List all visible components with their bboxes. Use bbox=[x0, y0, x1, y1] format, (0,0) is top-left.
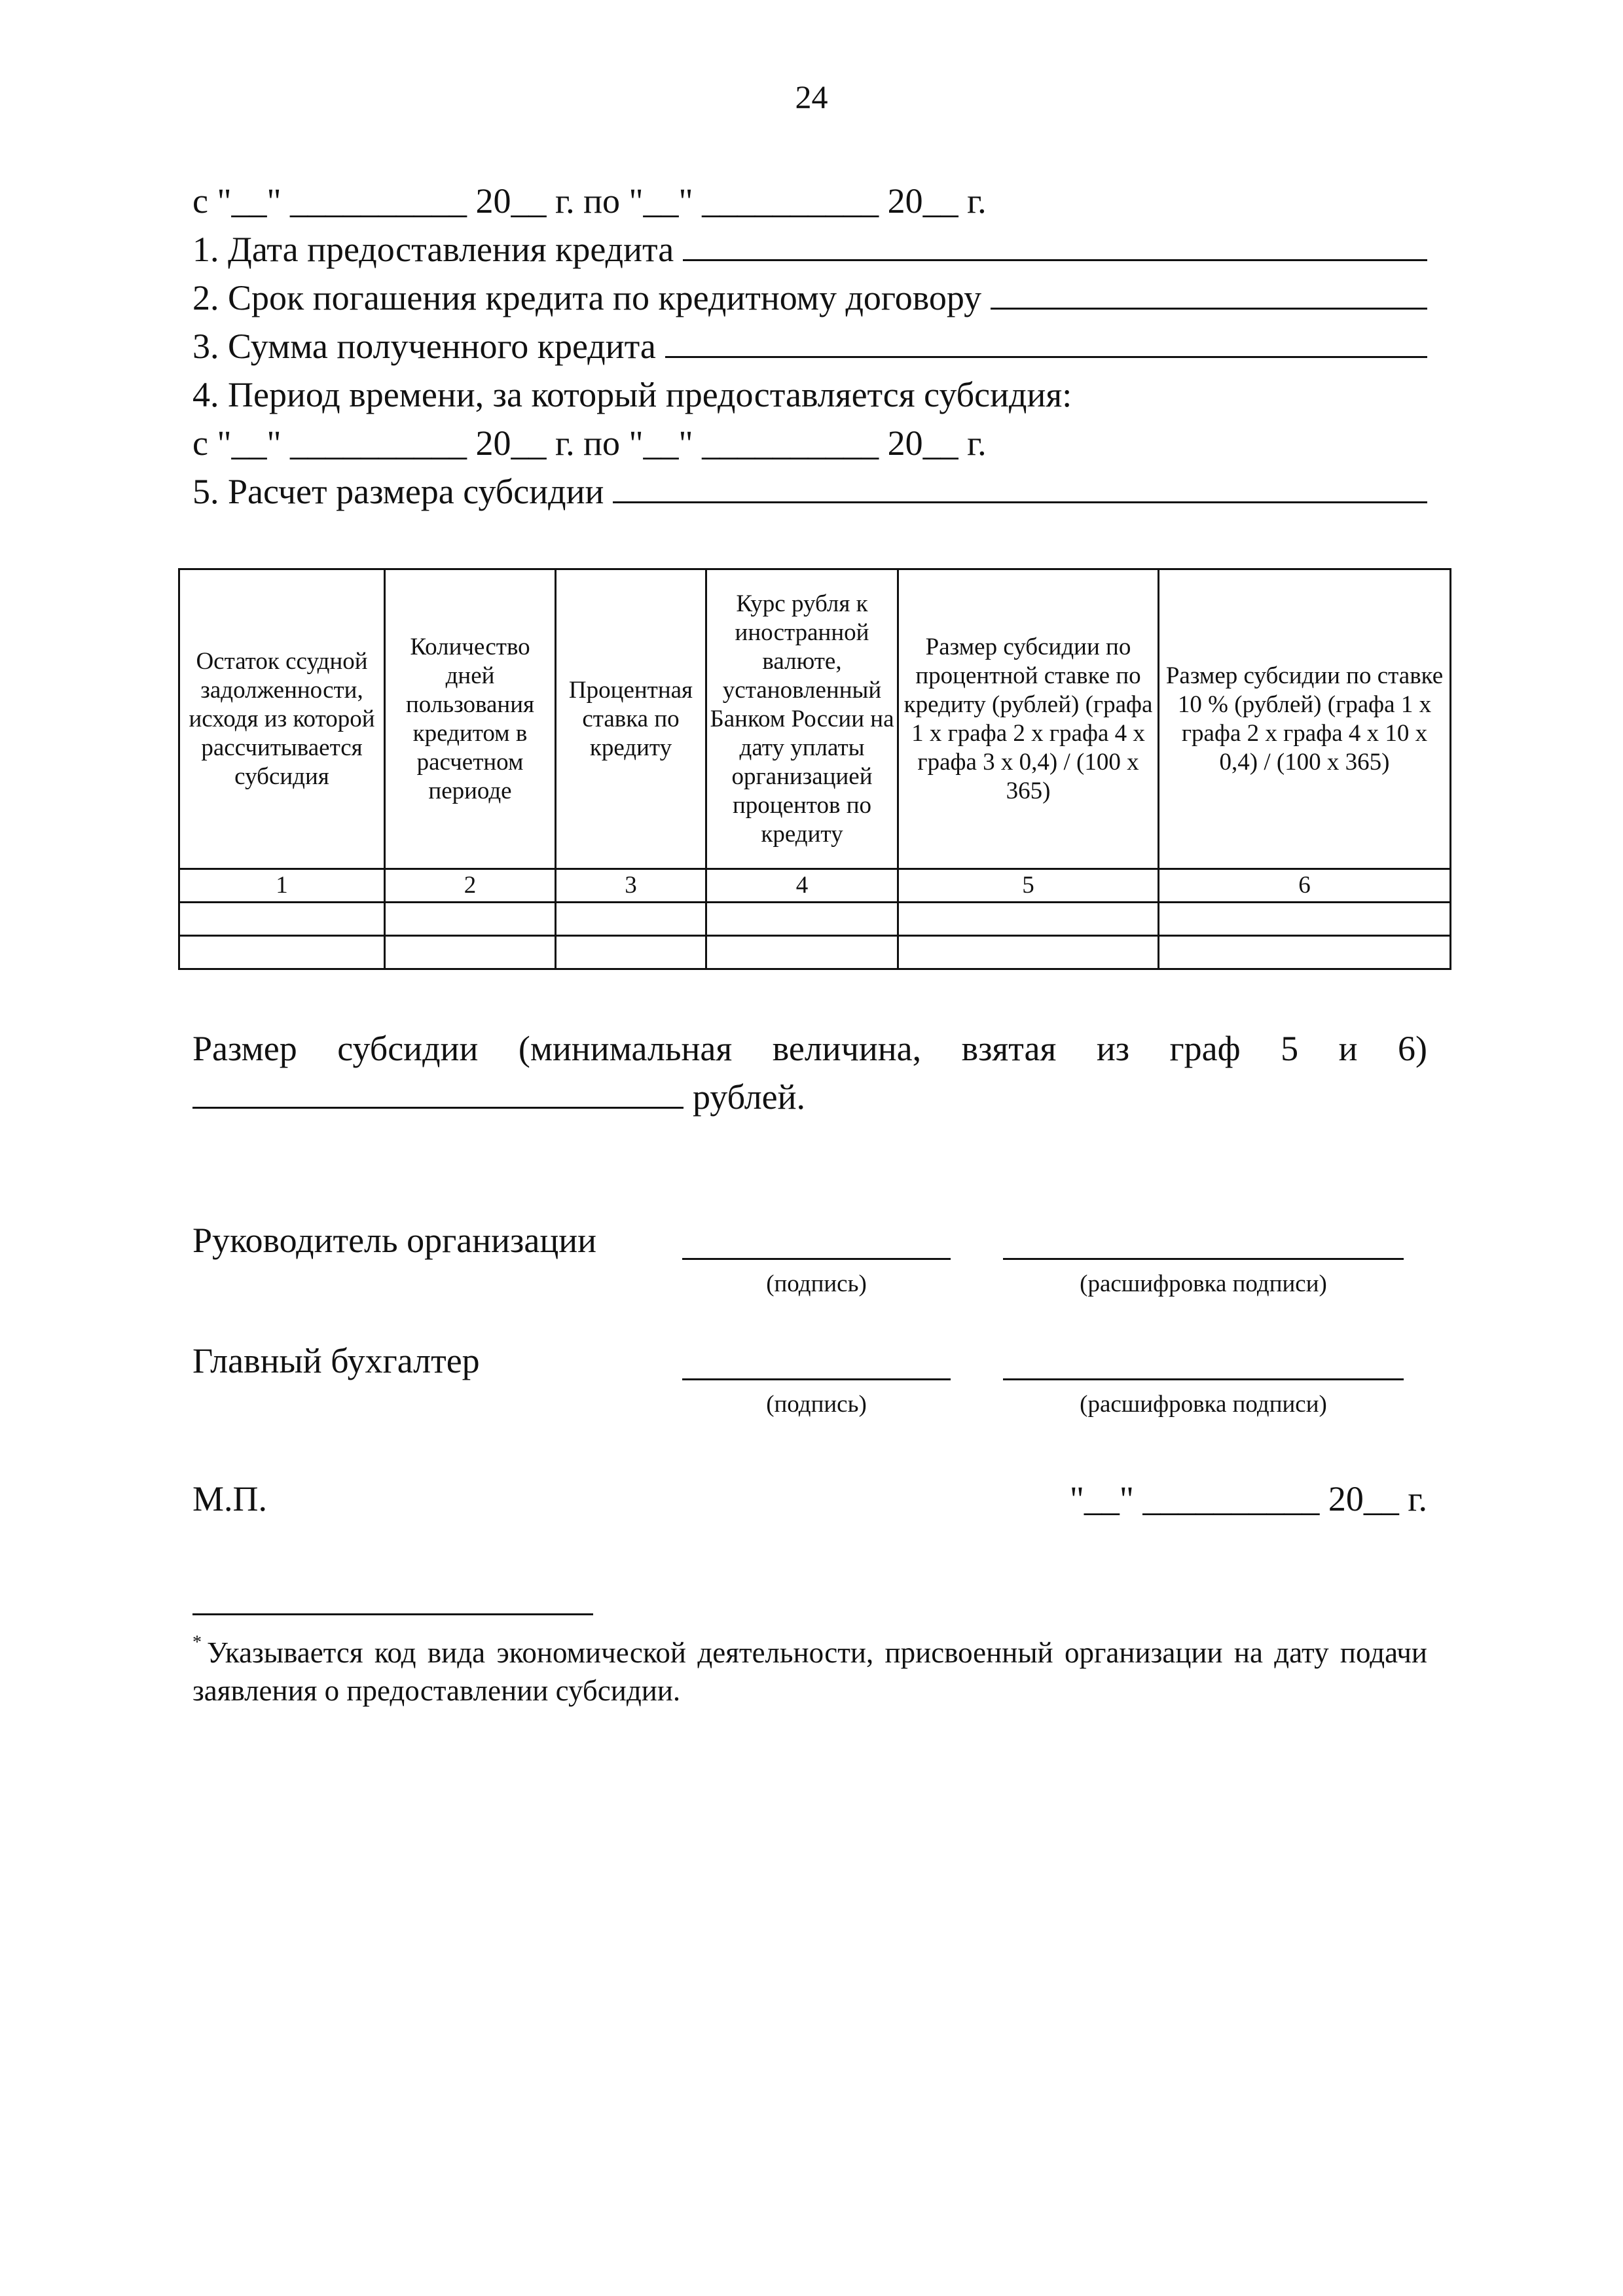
table-cell[interactable] bbox=[706, 936, 898, 969]
column-number: 3 bbox=[556, 869, 706, 903]
stamp-date: "__" __________ 20__ г. bbox=[1069, 1479, 1427, 1518]
header-subsidy-10-percent: Размер субсидии по ставке 10 % (рублей) (графа 1 x графа 2 x графа 4 x 10 x 0,4) / (100 x 365) bbox=[1159, 569, 1451, 869]
accountant-label: Главный бухгалтер bbox=[192, 1341, 480, 1380]
header-loan-balance: Остаток ссудной задолженности, исходя из которой рассчитывается субсидия bbox=[179, 569, 385, 869]
accountant-signature-blank[interactable] bbox=[682, 1378, 951, 1380]
table-cell[interactable] bbox=[179, 903, 385, 936]
header-subsidy-by-rate: Размер субсидии по процентной ставке по кредиту (рублей) (графа 1 x графа 2 x графа 4 x графа 3 x 0,4) / (100 x 365) bbox=[898, 569, 1159, 869]
head-signature-blank[interactable] bbox=[682, 1258, 951, 1260]
footnote-divider bbox=[192, 1613, 593, 1615]
head-signature-row bbox=[192, 1216, 1427, 1314]
header-interest-rate: Процентная ставка по кредиту bbox=[556, 569, 706, 869]
page-number: 24 bbox=[795, 79, 828, 115]
loan-amount-blank[interactable] bbox=[665, 330, 1427, 358]
column-number: 6 bbox=[1159, 869, 1451, 903]
form-header-lines bbox=[192, 177, 1427, 516]
signature-caption: (подпись) bbox=[766, 1270, 867, 1297]
table-cell[interactable] bbox=[556, 936, 706, 969]
table-cell[interactable] bbox=[898, 936, 1159, 969]
item-subsidy-period-label: 4. Период времени, за который предоставляется субсидия: bbox=[192, 375, 1072, 414]
header-days-count: Количество дней пользования кредитом в расчетном периоде bbox=[385, 569, 556, 869]
table-cell[interactable] bbox=[1159, 903, 1451, 936]
column-number: 4 bbox=[706, 869, 898, 903]
item-subsidy-calc-label: 5. Расчет размера субсидии bbox=[192, 472, 604, 511]
period-line-text: с "__" __________ 20__ г. по "__" __________ 20__ г. bbox=[192, 181, 987, 221]
column-number: 1 bbox=[179, 869, 385, 903]
item-loan-date-label: 1. Дата предоставления кредита bbox=[192, 230, 674, 269]
signature-caption: (подпись) bbox=[766, 1391, 867, 1418]
table-cell[interactable] bbox=[706, 903, 898, 936]
subsidy-period-line bbox=[192, 419, 1427, 467]
column-number: 5 bbox=[898, 869, 1159, 903]
footnote bbox=[192, 1634, 1427, 1710]
decode-caption: (расшифровка подписи) bbox=[1080, 1391, 1327, 1418]
column-number: 2 bbox=[385, 869, 556, 903]
item-loan-date bbox=[192, 225, 1427, 274]
period-line bbox=[192, 177, 1427, 225]
subsidy-period-line-text: с "__" __________ 20__ г. по "__" __________ 20__ г. bbox=[192, 423, 987, 463]
table-row bbox=[179, 903, 1451, 936]
table-cell[interactable] bbox=[179, 936, 385, 969]
table-row bbox=[179, 936, 1451, 969]
table-header-row bbox=[179, 569, 1451, 869]
item-subsidy-calc bbox=[192, 467, 1427, 516]
subsidy-amount-blank[interactable] bbox=[192, 1081, 684, 1109]
item-loan-amount-label: 3. Сумма полученного кредита bbox=[192, 327, 656, 366]
stamp-label: М.П. bbox=[192, 1479, 268, 1518]
subsidy-calc-blank[interactable] bbox=[613, 475, 1427, 503]
loan-date-blank[interactable] bbox=[683, 233, 1427, 261]
item-repayment-term bbox=[192, 274, 1427, 322]
header-exchange-rate: Курс рубля к иностранной валюте, установленный Банком России на дату уплаты организацией процентов по кредиту bbox=[706, 569, 898, 869]
footnote-text: Указывается код вида экономической деятельности, присвоенный организации на дату подачи заявления о предоставлении субсидии. bbox=[192, 1636, 1427, 1707]
column-number-row bbox=[179, 869, 1451, 903]
table-cell[interactable] bbox=[1159, 936, 1451, 969]
subsidy-summary-text: Размер субсидии (минимальная величина, взятая из граф 5 и 6) bbox=[192, 1029, 1427, 1068]
accountant-signature-row bbox=[192, 1336, 1427, 1435]
item-repayment-term-label: 2. Срок погашения кредита по кредитному договору bbox=[192, 278, 982, 317]
accountant-decode-blank[interactable] bbox=[1003, 1378, 1404, 1380]
head-label: Руководитель организации bbox=[192, 1221, 597, 1260]
table-cell[interactable] bbox=[898, 903, 1159, 936]
subsidy-summary-amount-line bbox=[192, 1073, 1427, 1121]
table-cell[interactable] bbox=[385, 903, 556, 936]
head-decode-blank[interactable] bbox=[1003, 1258, 1404, 1260]
repayment-term-blank[interactable] bbox=[991, 281, 1427, 310]
decode-caption: (расшифровка подписи) bbox=[1080, 1270, 1327, 1297]
footnote-marker: * bbox=[192, 1632, 202, 1653]
table-cell[interactable] bbox=[385, 936, 556, 969]
item-loan-amount bbox=[192, 322, 1427, 370]
subsidy-amount-unit: рублей. bbox=[693, 1077, 806, 1117]
subsidy-calculation-table bbox=[178, 568, 1451, 970]
table-cell[interactable] bbox=[556, 903, 706, 936]
item-subsidy-period bbox=[192, 370, 1427, 419]
subsidy-summary bbox=[192, 1024, 1427, 1121]
